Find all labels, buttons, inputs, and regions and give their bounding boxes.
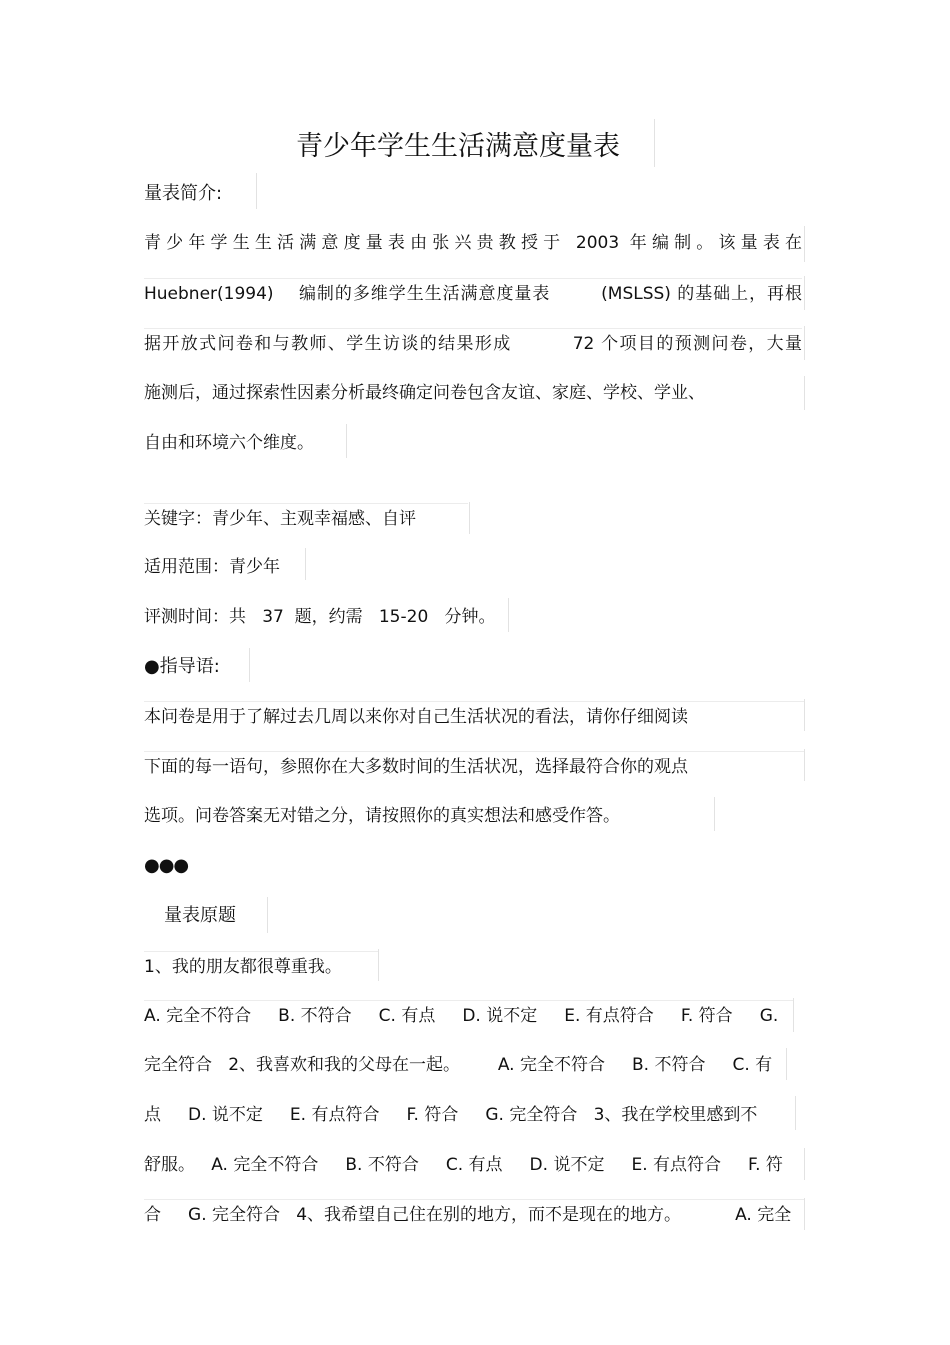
- frame-divider: [256, 173, 257, 209]
- frame-divider: [804, 1148, 805, 1180]
- document-title: 青少年学生生活满意度量表: [296, 131, 620, 162]
- guide-line: 下面的每一语句，参照你在大多数时间的生活状况，选择最符合你的观点: [144, 751, 804, 782]
- frame-divider: [786, 1048, 787, 1080]
- frame-divider: [305, 548, 306, 580]
- frame-divider: [508, 598, 509, 632]
- guide-line: 选项。问卷答案无对错之分，请按照你的真实想法和感受作答。: [144, 806, 620, 826]
- item-options-line: A. 完全不符合 B. 不符合 C. 有点 D. 说不定 E. 有点符合 F. 符合 G.: [144, 1000, 794, 1031]
- frame-divider: [378, 949, 379, 981]
- frame-divider: [804, 226, 805, 262]
- frame-divider: [267, 897, 268, 933]
- item-options-line: 舒服。 A. 完全不符合 B. 不符合 C. 有点 D. 说不定 E. 有点符合 F. 符: [144, 1155, 783, 1175]
- intro-line: 施测后，通过探索性因素分析最终确定问卷包含友谊、家庭、学校、学业、: [144, 383, 705, 403]
- frame-divider: [469, 502, 470, 534]
- scope: 适用范围：青少年: [144, 557, 280, 577]
- frame-divider: [804, 1198, 805, 1230]
- frame-divider: [249, 648, 250, 682]
- question-item: 1、我的朋友都很尊重我。: [144, 951, 378, 982]
- item-options-line: 完全符合 2、我喜欢和我的父母在一起。 A. 完全不符合 B. 不符合 C. 有: [144, 1055, 773, 1075]
- frame-divider: [804, 326, 805, 360]
- intro-line: Huebner(1994) 编制的多维学生生活满意度量表 (MSLSS) 的基础上，再根: [144, 278, 802, 309]
- item-options-line: 合 G. 完全符合 4、我希望自己住在别的地方，而不是现在的地方。 A. 完全: [144, 1199, 804, 1230]
- intro-heading: 量表简介:: [144, 183, 223, 204]
- frame-divider: [654, 119, 655, 167]
- frame-divider: [804, 376, 805, 410]
- frame-divider: [804, 276, 805, 310]
- frame-divider: [346, 424, 347, 458]
- frame-divider: [804, 749, 805, 781]
- frame-divider: [714, 797, 715, 831]
- items-heading: 量表原题: [164, 905, 236, 926]
- guide-line: 本问卷是用于了解过去几周以来你对自己生活状况的看法，请你仔细阅读: [144, 701, 804, 732]
- intro-line: 青少年学生生活满意度量表由张兴贵教授于 2003 年编制。该量表在: [144, 233, 802, 253]
- item-options-line: 点 D. 说不定 E. 有点符合 F. 符合 G. 完全符合 3、我在学校里感到不: [144, 1105, 758, 1125]
- test-time: 评测时间：共 37 题，约需 15-20 分钟。: [144, 607, 496, 627]
- frame-divider: [793, 998, 794, 1032]
- frame-divider: [804, 699, 805, 731]
- keywords: 关键字：青少年、主观幸福感、自评: [144, 503, 468, 534]
- frame-divider: [795, 1096, 796, 1130]
- bullet-dots: ●●●: [144, 855, 189, 876]
- guide-heading: ●指导语:: [144, 656, 220, 677]
- intro-line: 自由和环境六个维度。: [144, 433, 314, 453]
- intro-line: 据开放式问卷和与教师、学生访谈的结果形成 72 个项目的预测问卷，大量: [144, 328, 802, 359]
